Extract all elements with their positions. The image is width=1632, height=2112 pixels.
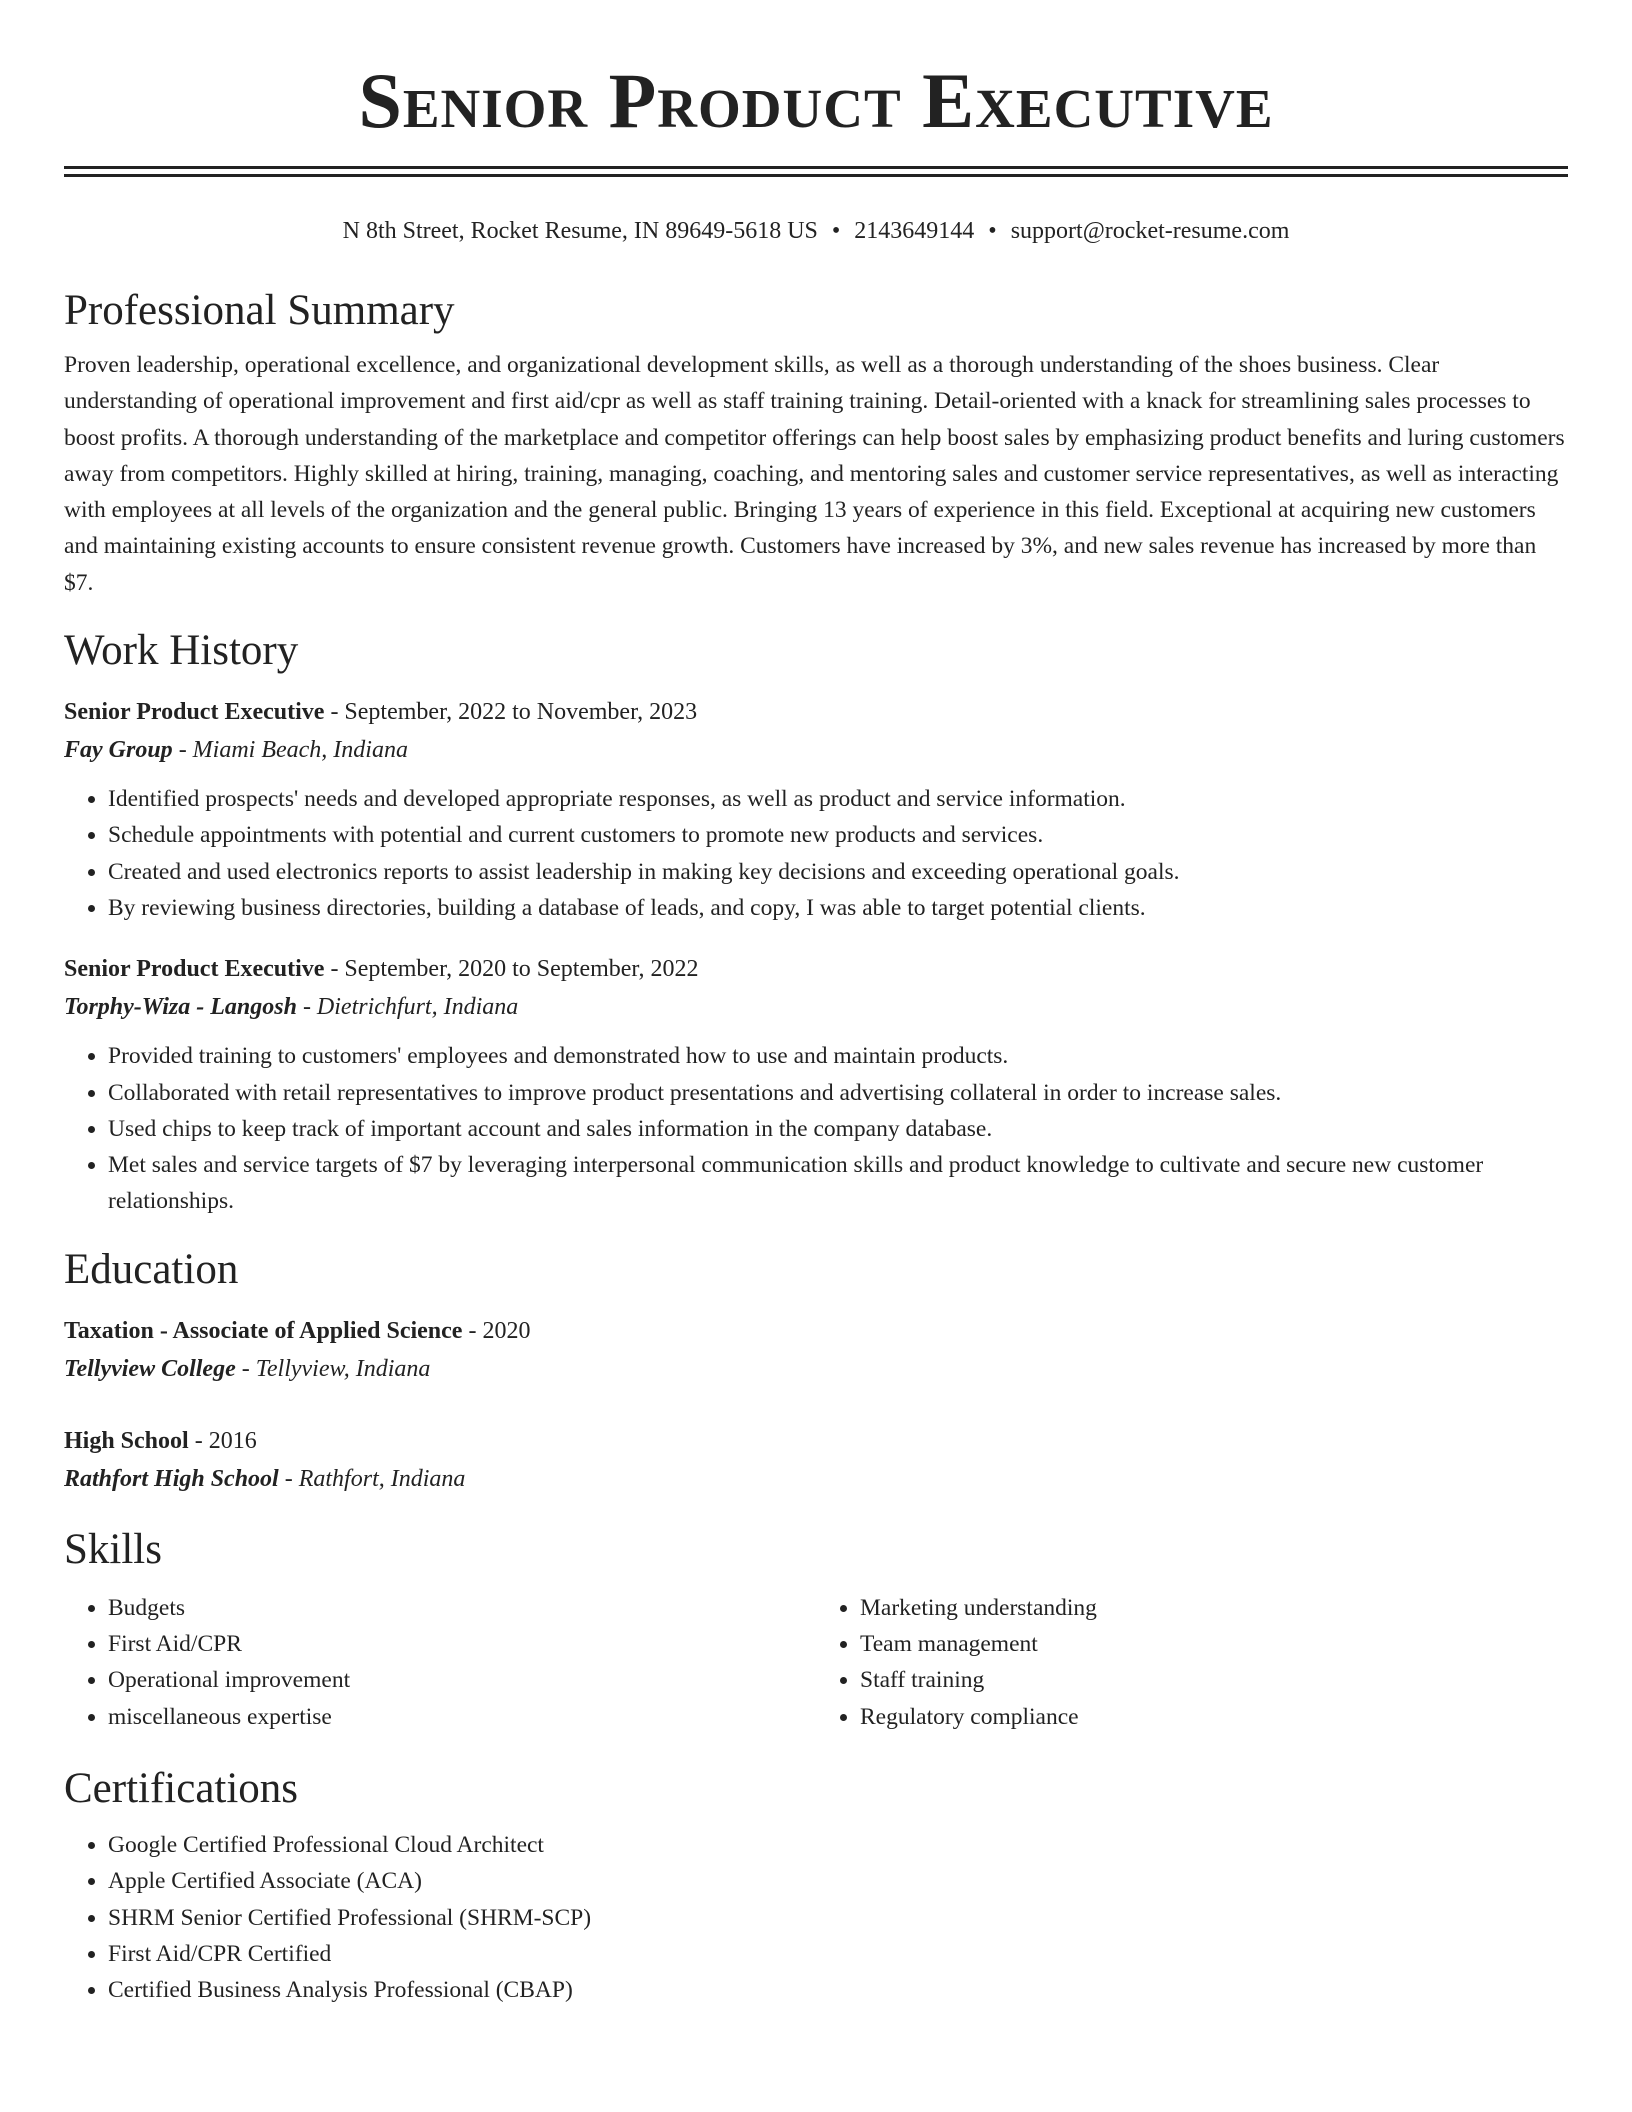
summary-heading: Professional Summary xyxy=(64,287,455,334)
summary-text: Proven leadership, operational excellence, and organizational development skills, as well as a thorough understanding of the shoes business. Clear understanding of operational improvement and first aid/cpr as well as staff training training. Detail-oriented with a knack for streamlining sales processes to boost profits. A thorough understanding of the marketplace and competitor offerings can help boost sales by emphasizing product benefits and luring customers away from competitors. Highly skilled at hiring, training, managing, coaching, and mentoring sales and customer service representatives, as well as interacting with employees at all levels of the organization and the general public. Bringing 13 years of experience in this field. Exceptional at acquiring new customers and maintaining existing accounts to ensure consistent revenue growth. Customers have increased by 3%, and new sales revenue has increased by more than $7. xyxy=(64,352,1565,596)
job-entry xyxy=(64,693,1568,926)
skills-list-left xyxy=(64,1590,816,1735)
resume-title: Senior Product Executive xyxy=(358,57,1274,144)
job-dates: - September, 2020 to September, 2022 xyxy=(324,956,699,983)
graduation-year: - 2020 xyxy=(462,1317,531,1344)
certifications-list xyxy=(64,1827,1568,2008)
certification-item: • Apple Certified Associate (ACA) xyxy=(108,1863,1568,1899)
job-title-line xyxy=(64,950,1568,988)
job-title: Senior Product Executive xyxy=(64,699,325,726)
job-company-line xyxy=(64,988,1568,1026)
job-bullet: • Met sales and service targets of $7 by leveraging interpersonal communication skills and product knowledge to cultivate and secure new customer relationships. xyxy=(108,1147,1568,1220)
contact-line xyxy=(64,215,1568,247)
education-entry xyxy=(64,1312,1568,1388)
school-location: - Tellyview, Indiana xyxy=(235,1355,431,1382)
contact-separator: • xyxy=(988,218,997,244)
degree: High School xyxy=(64,1427,189,1454)
job-title-line xyxy=(64,693,1568,731)
skill-item: • Team management xyxy=(860,1626,1568,1662)
certification-item: • SHRM Senior Certified Professional (SHRM-SCP) xyxy=(108,1900,1568,1936)
education-heading: Education xyxy=(64,1245,239,1293)
graduation-year: - 2016 xyxy=(188,1427,257,1454)
job-bullets xyxy=(64,1038,1568,1219)
contact-email: support@rocket-resume.com xyxy=(1010,218,1290,244)
degree: Taxation - Associate of Applied Science xyxy=(64,1317,463,1344)
certification-item: • Google Certified Professional Cloud Architect xyxy=(108,1827,1568,1863)
job-bullet: • Identified prospects' needs and developed appropriate responses, as well as product and service information. xyxy=(108,781,1568,817)
job-bullet: • Provided training to customers' employees and demonstrated how to use and maintain products. xyxy=(108,1038,1568,1074)
certification-item: • Certified Business Analysis Professional (CBAP) xyxy=(108,1972,1568,2008)
title-divider-thin xyxy=(64,174,1568,177)
degree-line xyxy=(64,1422,1568,1460)
skill-item: • Operational improvement xyxy=(108,1662,816,1698)
job-bullet: • By reviewing business directories, building a database of leads, and copy, I was able to target potential clients. xyxy=(108,890,1568,926)
job-bullet: • Collaborated with retail representatives to improve product presentations and advertising collateral in order to increase sales. xyxy=(108,1075,1568,1111)
skills-heading: Skills xyxy=(64,1525,162,1573)
skill-item: • First Aid/CPR xyxy=(108,1626,816,1662)
skill-item: • miscellaneous expertise xyxy=(108,1699,816,1735)
skills-columns xyxy=(64,1590,1568,1735)
school-location: - Rathfort, Indiana xyxy=(278,1465,466,1492)
education-entry xyxy=(64,1422,1568,1498)
job-company: Fay Group xyxy=(64,737,173,764)
degree-line xyxy=(64,1312,1568,1350)
job-entry xyxy=(64,950,1568,1219)
school-line xyxy=(64,1350,1568,1388)
job-bullet: • Created and used electronics reports to assist leadership in making key decisions and exceeding operational goals. xyxy=(108,854,1568,890)
contact-phone: 2143649144 xyxy=(854,218,975,244)
certification-item: • First Aid/CPR Certified xyxy=(108,1936,1568,1972)
title-divider-thick xyxy=(64,166,1568,169)
skill-item: • Budgets xyxy=(108,1590,816,1626)
job-title: Senior Product Executive xyxy=(64,956,325,983)
contact-separator: • xyxy=(831,218,841,244)
skill-item: • Marketing understanding xyxy=(860,1590,1568,1626)
job-bullet: • Schedule appointments with potential and current customers to promote new products and services. xyxy=(108,817,1568,853)
school: Tellyview College xyxy=(64,1355,236,1382)
job-location: - Miami Beach, Indiana xyxy=(172,737,408,764)
job-company: Torphy-Wiza - Langosh xyxy=(64,994,297,1021)
certifications-heading: Certifications xyxy=(64,1764,299,1812)
school: Rathfort High School xyxy=(64,1465,279,1492)
school-line xyxy=(64,1460,1568,1498)
job-bullet: • Used chips to keep track of important account and sales information in the company database. xyxy=(108,1111,1568,1147)
job-bullets xyxy=(64,781,1568,926)
skill-item: • Regulatory compliance xyxy=(860,1699,1568,1735)
job-dates: - September, 2022 to November, 2023 xyxy=(324,699,698,726)
job-company-line xyxy=(64,731,1568,769)
skills-list-right xyxy=(816,1590,1568,1735)
job-location: - Dietrichfurt, Indiana xyxy=(296,994,519,1021)
work-history-heading: Work History xyxy=(64,627,299,675)
skill-item: • Staff training xyxy=(860,1662,1568,1698)
contact-address: N 8th Street, Rocket Resume, IN 89649-5618 US xyxy=(342,218,818,244)
